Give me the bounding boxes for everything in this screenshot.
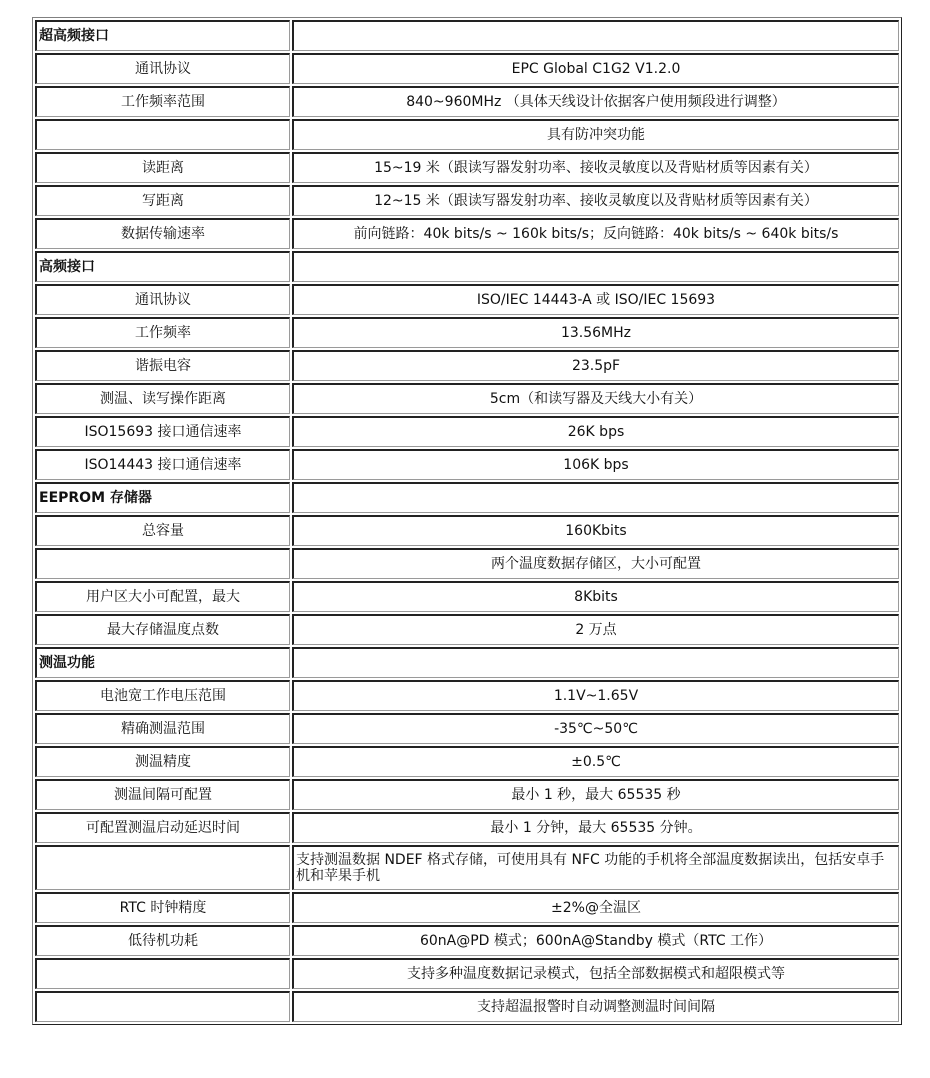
spec-label: 通讯协议 <box>35 284 290 315</box>
spec-label: 低待机功耗 <box>35 925 290 956</box>
spec-label: RTC 时钟精度 <box>35 892 290 923</box>
section-header-row <box>35 251 899 282</box>
spec-value: 最小 1 秒，最大 65535 秒 <box>292 779 899 810</box>
spec-value: ISO/IEC 14443-A 或 ISO/IEC 15693 <box>292 284 899 315</box>
table-row <box>35 548 899 579</box>
spec-value: 160Kbits <box>292 515 899 546</box>
table-row <box>35 892 899 923</box>
spec-label <box>35 548 290 579</box>
table-row <box>35 845 899 890</box>
spec-label: 写距离 <box>35 185 290 216</box>
spec-value: -35℃~50℃ <box>292 713 899 744</box>
spec-label <box>35 119 290 150</box>
spec-value: 8Kbits <box>292 581 899 612</box>
spec-label: 谐振电容 <box>35 350 290 381</box>
table-row <box>35 812 899 843</box>
table-row <box>35 416 899 447</box>
section-header-row <box>35 20 899 51</box>
spec-label: 最大存储温度点数 <box>35 614 290 645</box>
spec-label: 总容量 <box>35 515 290 546</box>
table-row <box>35 185 899 216</box>
spec-label <box>35 958 290 989</box>
spec-value: 两个温度数据存储区，大小可配置 <box>292 548 899 579</box>
spec-value: 支持测温数据 NDEF 格式存储，可使用具有 NFC 功能的手机将全部温度数据读出，包括安卓手机和苹果手机 <box>292 845 899 890</box>
spec-label: 数据传输速率 <box>35 218 290 249</box>
spec-label <box>35 845 290 890</box>
table-row <box>35 515 899 546</box>
table-row <box>35 53 899 84</box>
spec-label <box>35 991 290 1022</box>
spec-value: 支持超温报警时自动调整测温时间间隔 <box>292 991 899 1022</box>
spec-label: 测温、读写操作距离 <box>35 383 290 414</box>
spec-value: ±0.5℃ <box>292 746 899 777</box>
spec-label: 精确测温范围 <box>35 713 290 744</box>
section-title: EEPROM 存储器 <box>35 482 290 513</box>
spec-table <box>32 17 902 1025</box>
section-title: 高频接口 <box>35 251 290 282</box>
spec-label: 测温精度 <box>35 746 290 777</box>
table-row <box>35 713 899 744</box>
spec-value <box>292 251 899 282</box>
table-row <box>35 218 899 249</box>
spec-value: 前向链路：40k bits/s ~ 160k bits/s；反向链路：40k bits/s ~ 640k bits/s <box>292 218 899 249</box>
spec-label: 电池宽工作电压范围 <box>35 680 290 711</box>
spec-value <box>292 20 899 51</box>
spec-label: 通讯协议 <box>35 53 290 84</box>
section-title: 测温功能 <box>35 647 290 678</box>
table-row <box>35 680 899 711</box>
spec-value: 5cm（和读写器及天线大小有关） <box>292 383 899 414</box>
table-row <box>35 991 899 1022</box>
spec-label: 读距离 <box>35 152 290 183</box>
spec-value: 26K bps <box>292 416 899 447</box>
spec-label: 测温间隔可配置 <box>35 779 290 810</box>
spec-value: 最小 1 分钟，最大 65535 分钟。 <box>292 812 899 843</box>
spec-value <box>292 647 899 678</box>
spec-value: 60nA@PD 模式；600nA@Standby 模式（RTC 工作） <box>292 925 899 956</box>
table-row <box>35 746 899 777</box>
table-row <box>35 779 899 810</box>
table-row <box>35 614 899 645</box>
spec-label: 工作频率 <box>35 317 290 348</box>
table-row <box>35 86 899 117</box>
spec-label: ISO14443 接口通信速率 <box>35 449 290 480</box>
spec-value: 12~15 米（跟读写器发射功率、接收灵敏度以及背贴材质等因素有关） <box>292 185 899 216</box>
spec-value: 13.56MHz <box>292 317 899 348</box>
spec-label: 用户区大小可配置，最大 <box>35 581 290 612</box>
spec-value: EPC Global C1G2 V1.2.0 <box>292 53 899 84</box>
table-row <box>35 449 899 480</box>
table-row <box>35 581 899 612</box>
spec-value: 840~960MHz （具体天线设计依据客户使用频段进行调整） <box>292 86 899 117</box>
table-row <box>35 152 899 183</box>
section-header-row <box>35 482 899 513</box>
spec-label: 工作频率范围 <box>35 86 290 117</box>
table-row <box>35 284 899 315</box>
table-row <box>35 317 899 348</box>
table-row <box>35 958 899 989</box>
section-header-row <box>35 647 899 678</box>
spec-value: 2 万点 <box>292 614 899 645</box>
spec-label: ISO15693 接口通信速率 <box>35 416 290 447</box>
spec-value: 1.1V~1.65V <box>292 680 899 711</box>
spec-label: 可配置测温启动延迟时间 <box>35 812 290 843</box>
spec-value: 15~19 米（跟读写器发射功率、接收灵敏度以及背贴材质等因素有关） <box>292 152 899 183</box>
table-row <box>35 350 899 381</box>
spec-value: 23.5pF <box>292 350 899 381</box>
spec-value: 支持多种温度数据记录模式，包括全部数据模式和超限模式等 <box>292 958 899 989</box>
spec-value: 106K bps <box>292 449 899 480</box>
table-row <box>35 383 899 414</box>
spec-value <box>292 482 899 513</box>
spec-value: ±2%@全温区 <box>292 892 899 923</box>
section-title: 超高频接口 <box>35 20 290 51</box>
table-row <box>35 925 899 956</box>
spec-value: 具有防冲突功能 <box>292 119 899 150</box>
table-row <box>35 119 899 150</box>
